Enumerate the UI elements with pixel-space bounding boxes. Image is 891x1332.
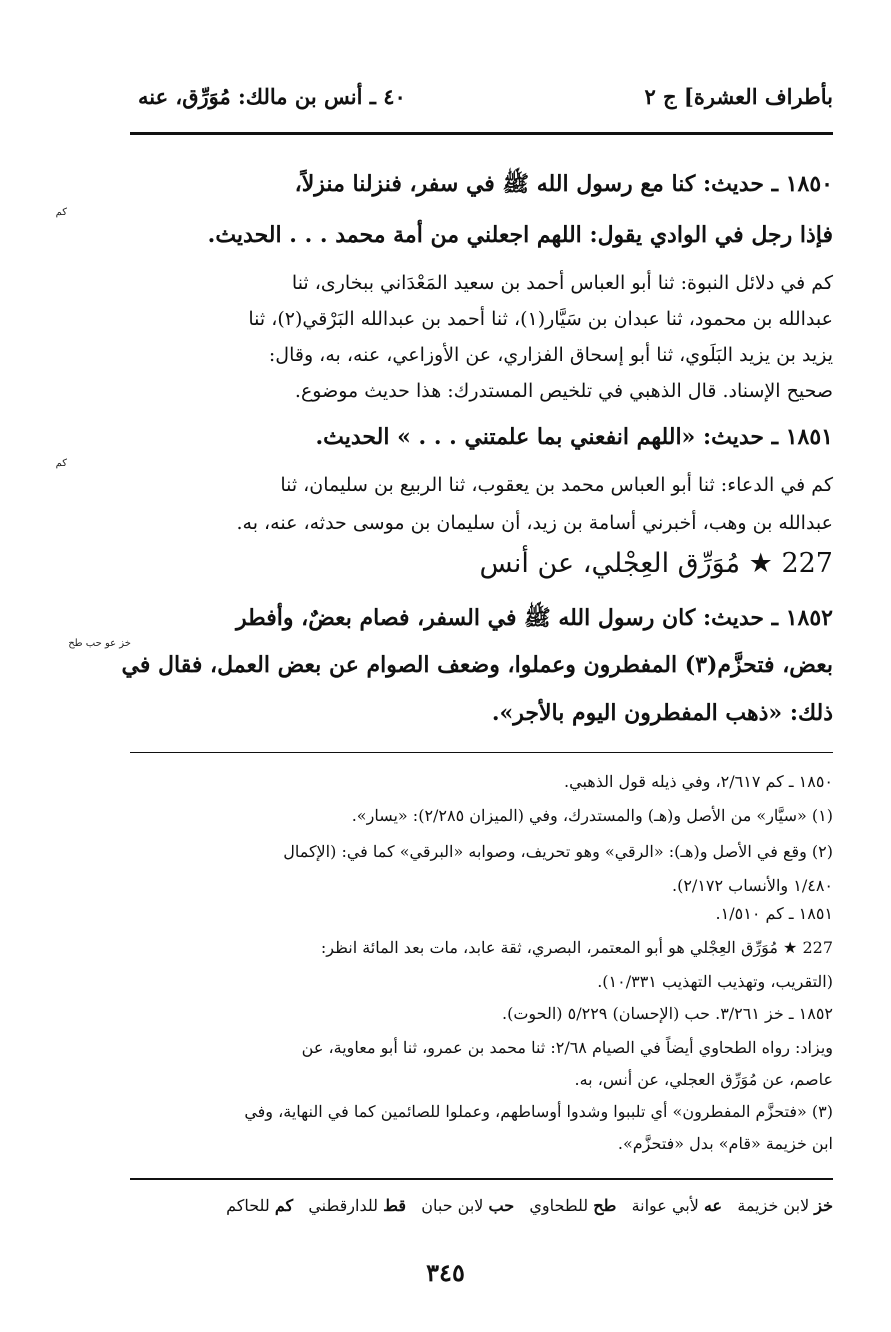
hadith-1851-chain-1: كم في الدعاء: ثنا أبو العباس محمد بن يعقوب، ثنا الربيع بن سليمان، ثنا xyxy=(280,474,833,496)
legend-rule xyxy=(130,1178,833,1180)
abbreviation-legend xyxy=(130,1196,833,1215)
legend-val-qt: للدارقطني xyxy=(308,1196,379,1215)
hadith-1852-line1: ١٨٥٢ ـ حديث: كان رسول الله ﷺ في السفر، فصام بعضٌ، وأفطر xyxy=(236,605,833,631)
hadith-1852-line2: بعض، فتحزَّم(٣) المفطرون وعملوا، وضعف الصوام عن بعض العمل، فقال في xyxy=(121,652,833,678)
header-rule xyxy=(130,132,833,135)
footnote-1850: ١٨٥٠ ـ كم ٢/٦١٧، وفي ذيله قول الذهبي. xyxy=(564,772,833,791)
legend-key-th: طح xyxy=(593,1196,617,1215)
legend-key-km: كم xyxy=(274,1196,294,1215)
hadith-1850-chain-4: صحيح الإسناد. قال الذهبي في تلخيص المستدرك: هذا حديث موضوع. xyxy=(294,380,833,402)
hadith-1851-line: ١٨٥١ ـ حديث: «اللهم انفعني بما علمتني . . . » الحديث. xyxy=(315,424,833,450)
legend-val-km: للحاكم xyxy=(226,1196,270,1215)
footnote-1852-addition-2: عاصم، عن مُوَرِّق العجلي، عن أنس، به. xyxy=(574,1070,833,1089)
footnote-1851: ١٨٥١ ـ كم ١/٥١٠. xyxy=(715,904,833,923)
legend-val-th: للطحاوي xyxy=(529,1196,589,1215)
legend-key-ah: عه xyxy=(703,1196,723,1215)
hadith-1852-source-marks: خز عو حب طح xyxy=(68,638,131,649)
hadith-1852-line3: ذلك: «ذهب المفطرون اليوم بالأجر». xyxy=(491,700,833,726)
section-227-heading: 227 ★ مُوَرِّق العِجْلي، عن أنس xyxy=(479,548,833,579)
legend-key-hb: حب xyxy=(488,1196,515,1215)
header-section-title: ٤٠ ـ أنس بن مالك: مُوَرِّق، عنه xyxy=(138,84,406,109)
legend-key-khz: خز xyxy=(814,1196,833,1215)
footnote-separator xyxy=(130,752,833,753)
hadith-1851-chain-2: عبدالله بن وهب، أخبرني أسامة بن زيد، أن سليمان بن موسى حدثه، عنه، به. xyxy=(236,512,833,534)
header-book-title: بأطراف العشرة] ج ٢ xyxy=(644,84,833,109)
legend-val-ah: لأبي عوانة xyxy=(631,1196,699,1215)
footnote-1852: ١٨٥٢ ـ خز ٣/٢٦١. حب (الإحسان) ٥/٢٢٩ (الحوت). xyxy=(501,1004,833,1023)
page-number: ٣٤٥ xyxy=(426,1258,465,1287)
footnote-2-line2: ١/٤٨٠ والأنساب ٢/١٧٢). xyxy=(672,876,833,895)
footnote-3-line1: (٣) «فتحزَّم المفطرون» أي تلببوا وشدوا أوساطهم، وعملوا للصائمين كما في النهاية، وفي xyxy=(244,1102,833,1121)
footnote-227-line2: (التقريب، وتهذيب التهذيب ١٠/٣٣١). xyxy=(597,972,833,991)
footnote-3-line2: ابن خزيمة «قام» بدل «فتحزَّم». xyxy=(617,1134,833,1153)
hadith-1850-line1: ١٨٥٠ ـ حديث: كنا مع رسول الله ﷺ في سفر، فنزلنا منزلاً، xyxy=(294,171,833,197)
legend-key-qt: قط xyxy=(383,1196,406,1215)
hadith-1850-source-mark: كم xyxy=(55,207,67,218)
legend-val-khz: لابن خزيمة xyxy=(737,1196,810,1215)
hadith-1850-chain-1: كم في دلائل النبوة: ثنا أبو العباس أحمد بن سعيد المَعْدَاني ببخارى، ثنا xyxy=(291,272,833,294)
hadith-1850-chain-2: عبدالله بن محمود، ثنا عبدان بن سَيَّار(١)، ثنا أحمد بن عبدالله البَرْقي(٢)، ثنا xyxy=(248,308,833,330)
footnote-227-line1: 227 ★ مُوَرِّق العِجْلي هو أبو المعتمر، البصري، ثقة عابد، مات بعد المائة انظر: xyxy=(320,938,833,957)
footnote-1852-addition-1: ويزاد: رواه الطحاوي أيضاً في الصيام ٢/٦٨: ثنا محمد بن عمرو، ثنا أبو معاوية، عن xyxy=(301,1038,833,1057)
hadith-1851-source-mark: كم xyxy=(55,458,67,469)
legend-val-hb: لابن حبان xyxy=(421,1196,484,1215)
hadith-1850-chain-3: يزيد بن يزيد البَلَوي، ثنا أبو إسحاق الفزاري، عن الأوزاعي، عنه، به، وقال: xyxy=(268,344,833,366)
footnote-2-line1: (٢) وقع في الأصل و(هـ): «الرقي» وهو تحريف، وصوابه «البرقي» كما في: (الإكمال xyxy=(283,842,833,861)
hadith-1850-line2: فإذا رجل في الوادي يقول: اللهم اجعلني من أمة محمد . . . الحديث. xyxy=(207,222,833,248)
footnote-1: (١) «سيَّار» من الأصل و(هـ) والمستدرك، وفي (الميزان ٢/٢٨٥): «يسار». xyxy=(351,806,833,825)
